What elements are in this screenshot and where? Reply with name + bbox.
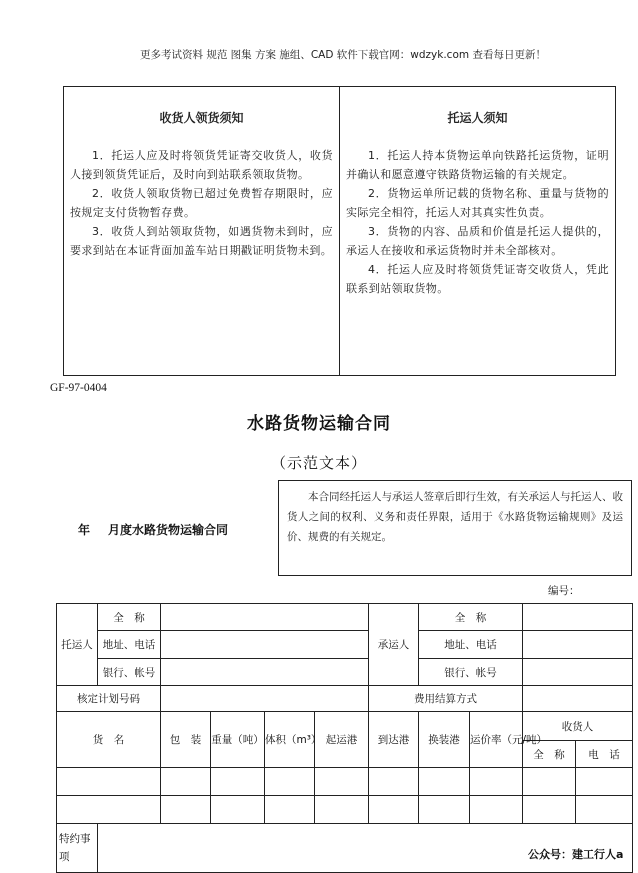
table-header-row (57, 712, 633, 741)
consignee-notice-item: 3．收货人到站领取货物，如遇货物未到时，应要求到站在本证背面加盖车站日期戳证明货物未到。 (70, 225, 333, 257)
consignor-bank-value[interactable] (161, 659, 369, 686)
table-row (57, 631, 633, 659)
carrier-address-label: 地址、电话 (419, 631, 523, 659)
col-consignee: 收货人 (523, 712, 633, 741)
consignee-notice (64, 87, 340, 375)
col-freight-rate: 运价率（元/吨） (470, 712, 523, 768)
col-consignee-name: 全 称 (523, 741, 576, 768)
carrier-bank-label: 银行、帐号 (419, 659, 523, 686)
col-packing: 包 装 (161, 712, 211, 768)
table-row (57, 796, 633, 824)
plan-number-value[interactable] (161, 686, 369, 712)
consignor-notice (340, 87, 615, 375)
carrier-name-label: 全 称 (419, 604, 523, 631)
settlement-value[interactable] (523, 686, 633, 712)
carrier-address-value[interactable] (523, 631, 633, 659)
col-weight: 重量（吨） (211, 712, 265, 768)
notice-box (63, 86, 616, 376)
consignor-name-label: 全 称 (98, 604, 161, 631)
page-title: 水路货物运输合同 (247, 414, 391, 434)
consignee-notice-item: 1．托运人应及时将领货凭证寄交收货人，收货人接到领货凭证后，及时向到站联系领取货物。 (70, 149, 333, 181)
consignee-notice-title: 收货人领货须知 (159, 111, 244, 125)
col-origin-port: 起运港 (315, 712, 369, 768)
col-volume: 体积（m³） (265, 712, 315, 768)
month-title: 月度水路货物运输合同 (108, 523, 229, 537)
header-note: 更多考试资料 规范 图集 方案 施组、CAD 软件下载官网：wdzyk.com 查看每日更新！ (140, 49, 546, 61)
table-row (57, 768, 633, 796)
col-destination-port: 到达港 (369, 712, 419, 768)
consignee-notice-item: 2．收货人领取货物已超过免费暂存期限时，应按规定支付货物暂存费。 (70, 187, 333, 219)
year-label: 年 (78, 523, 91, 537)
settlement-label: 费用结算方式 (369, 686, 523, 712)
consignor-notice-item: 3．货物的内容、品质和价值是托运人提供的，承运人在接收和承运货物时并未全部核对。 (346, 225, 609, 257)
consignor-label: 托运人 (57, 604, 98, 686)
table-row (57, 659, 633, 686)
consignor-address-label: 地址、电话 (98, 631, 161, 659)
plan-number-label: 核定计划号码 (57, 686, 161, 712)
table-row (57, 686, 633, 712)
consignor-notice-item: 4．托运人应及时将领货凭证寄交收货人，凭此联系到站领取货物。 (346, 263, 609, 295)
table-row (57, 604, 633, 631)
monthly-contract-title (78, 521, 228, 538)
consignor-notice-item: 1．托运人持本货物运单向铁路托运货物，证明并确认和愿意遵守铁路货物运输的有关规定。 (346, 149, 609, 181)
consignor-name-value[interactable] (161, 604, 369, 631)
consignor-notice-title: 托运人须知 (447, 111, 508, 125)
document-code: GF-97-0404 (50, 382, 107, 394)
special-terms-label: 特约事项 (57, 824, 98, 873)
carrier-name-value[interactable] (523, 604, 633, 631)
consignor-bank-label: 银行、帐号 (98, 659, 161, 686)
contract-table (56, 603, 633, 873)
contract-number-label: 编号： (548, 585, 580, 597)
consignor-address-value[interactable] (161, 631, 369, 659)
col-goods-name: 货 名 (57, 712, 161, 768)
col-consignee-phone: 电 话 (576, 741, 633, 768)
carrier-label: 承运人 (369, 604, 419, 686)
page-subtitle: （示范文本） (270, 454, 367, 472)
carrier-bank-value[interactable] (523, 659, 633, 686)
consignor-notice-item: 2．货物运单所记载的货物名称、重量与货物的实际完全相符，托运人对其真实性负责。 (346, 187, 609, 219)
col-transship-port: 换装港 (419, 712, 470, 768)
preamble-box: 本合同经托运人与承运人签章后即行生效，有关承运人与托运人、收货人之间的权利、义务和责任界限，适用于《水路货物运输规则》及运价、规费的有关规定。 (278, 480, 632, 576)
footer-watermark: 公众号：建工行人a (528, 848, 624, 861)
